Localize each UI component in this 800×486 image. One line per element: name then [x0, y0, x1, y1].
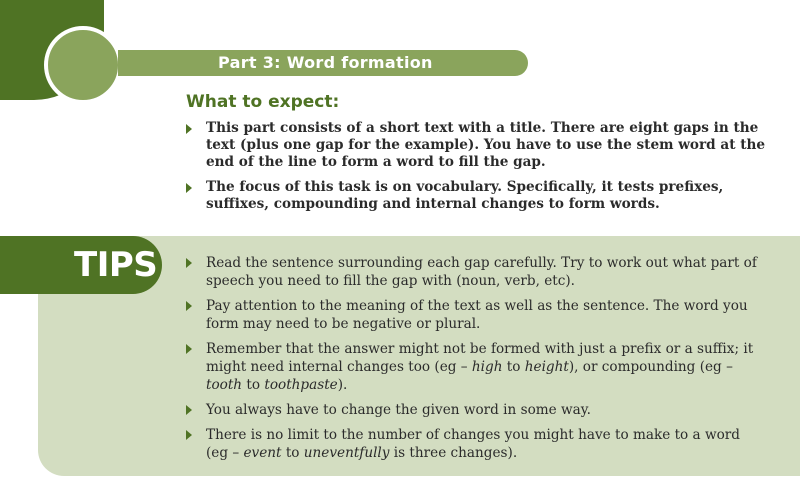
- tips-label: TIPS: [74, 245, 158, 285]
- tip-example-word: height: [524, 359, 569, 375]
- tip-item: [186, 426, 766, 462]
- expect-item-text: The focus of this task is on vocabulary. Specifically, it tests prefixes, suffixes, compounding and internal changes to form words.: [206, 179, 724, 212]
- bullet-icon: [186, 405, 192, 415]
- tip-text-segment: is three changes).: [389, 445, 518, 461]
- tip-text-segment: ).: [337, 377, 348, 393]
- tip-item: [186, 401, 766, 419]
- tip-text: [206, 341, 753, 393]
- bullet-icon: [186, 258, 192, 268]
- tip-item: [186, 254, 766, 290]
- tip-text-segment: Remember that the answer might not be formed with just a prefix or a suffix; it might need internal changes too (eg –: [206, 341, 754, 375]
- tip-item: [186, 340, 766, 394]
- tip-text: [206, 298, 748, 332]
- tip-example-word: tooth: [206, 377, 243, 393]
- tip-example-word: high: [471, 359, 503, 375]
- bullet-icon: [186, 344, 192, 354]
- tip-text: [206, 402, 591, 418]
- tip-example-word: toothpaste: [264, 377, 338, 393]
- tip-text: [206, 427, 740, 461]
- tip-text-segment: to: [502, 359, 525, 375]
- tip-text: [206, 255, 757, 289]
- tips-list: [186, 254, 766, 469]
- tip-text-segment: Read the sentence surrounding each gap carefully. Try to work out what part of speech you need to fill the gap with (noun, verb, etc).: [206, 255, 757, 289]
- tip-item: [186, 297, 766, 333]
- bullet-icon: [186, 124, 192, 134]
- tip-example-word: uneventfully: [303, 445, 390, 461]
- tip-example-word: event: [243, 445, 282, 461]
- expect-list: [186, 120, 776, 221]
- expect-item: [186, 120, 776, 171]
- tip-text-segment: You always have to change the given word in some way.: [206, 402, 591, 418]
- expect-item-text: This part consists of a short text with a title. There are eight gaps in the text (plus one gap for the example). You have to use the stem word at the end of the line to form a word to fill the gap.: [206, 120, 766, 170]
- bullet-icon: [186, 430, 192, 440]
- tip-text-segment: ), or compounding (eg –: [568, 359, 733, 375]
- circle-decoration: [44, 26, 122, 104]
- bullet-icon: [186, 183, 192, 193]
- expect-item: [186, 179, 776, 213]
- part-title: Part 3: Word formation: [218, 53, 433, 72]
- tip-text-segment: to: [281, 445, 304, 461]
- bullet-icon: [186, 301, 192, 311]
- tip-text-segment: Pay attention to the meaning of the text as well as the sentence. The word you form may need to be negative or plural.: [206, 298, 748, 332]
- tip-text-segment: to: [242, 377, 265, 393]
- what-to-expect-heading: What to expect:: [186, 92, 340, 112]
- tip-text-segment: There is no limit to the number of changes you might have to make to a word (eg –: [206, 427, 740, 461]
